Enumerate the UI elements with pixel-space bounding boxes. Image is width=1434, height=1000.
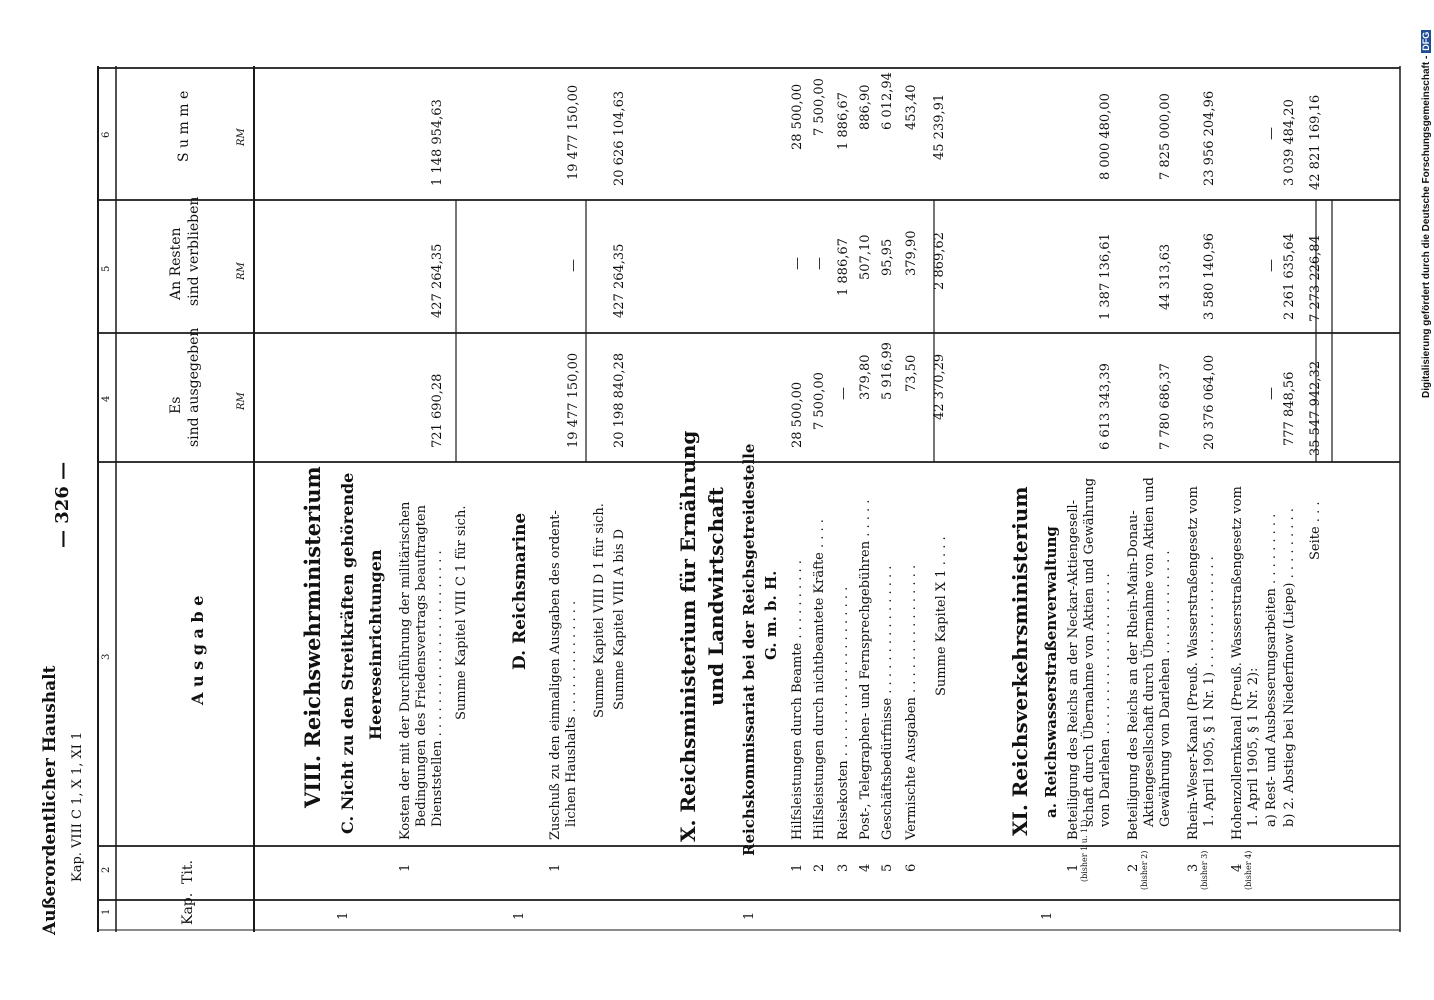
s11-r4-line1: Hohenzollernkanal (Preuß. Wasserstraßengesetz vom xyxy=(1230,486,1245,840)
s11-r4-c6a: — xyxy=(1264,127,1279,140)
document-title-rot: Außerordentlicher Haushalt xyxy=(40,665,60,935)
s10-r2-label: Hilfsleistungen durch nichtbeamtete Kräfte . . . . xyxy=(812,519,827,840)
s8-sum-a-d: Summe Kapitel VIII A bis D xyxy=(612,528,627,710)
s11-r1-prev: (bisher 1 u. 11) xyxy=(1080,819,1089,882)
s11-r2-line1: Beteiligung des Reichs an der Rhein-Main-Donau- xyxy=(1126,510,1141,840)
s11-r1-line3: von Darlehen . . . . . . . . . . . . . . . . . . . . xyxy=(1098,573,1113,827)
s10-sum-c6: 45 239,91 xyxy=(932,93,947,160)
s11-r4-line2: 1. April 1905, § 1 Nr. 2): xyxy=(1246,667,1261,827)
s8-sum-a-d-c4: 20 198 840,28 xyxy=(612,352,627,448)
s10-r1-c4: 28 500,00 xyxy=(790,381,805,448)
s11-r1-line1: Beteiligung des Reichs an der Neckar-Aktiengesell- xyxy=(1066,499,1081,840)
s8-row1-c6: 1 148 954,63 xyxy=(430,99,445,186)
s10-r2-tit: 2 xyxy=(812,863,827,872)
s10-r6-c6: 453,40 xyxy=(904,84,919,130)
s10-r3-c4: — xyxy=(836,387,851,400)
s10-r5-label: Geschäftsbedürfnisse . . . . . . . . . . . . . . . . xyxy=(880,565,895,840)
page-total-c6: 42 821 169,16 xyxy=(1308,94,1323,190)
s10-sum-c5: 2 869,62 xyxy=(932,232,947,290)
s11-title: XI. Reichsverkehrsministerium xyxy=(1008,486,1032,836)
s10-r6-tit: 6 xyxy=(904,863,919,872)
colnum-3: 3 xyxy=(101,653,112,660)
header-verblieben: sind verblieben xyxy=(186,196,202,306)
s10-r3-tit: 3 xyxy=(836,863,851,872)
s11-r2-c6: 7 825 000,00 xyxy=(1158,93,1173,180)
s8-kap: 1 xyxy=(336,911,351,920)
s11-r1-c4: 6 613 343,39 xyxy=(1098,363,1113,450)
s11-r1-tit: 1 xyxy=(1066,863,1081,872)
s10-r3-c6: 1 886,67 xyxy=(836,92,851,150)
s11-r2-line3: Gewährung von Darlehen . . . . . . . . . . . . . xyxy=(1158,550,1173,827)
s8-d-tit: 1 xyxy=(548,863,563,872)
s11-r4-c5: 2 261 635,64 xyxy=(1282,233,1297,320)
s10-r4-label: Post-, Telegraphen- und Fernsprechgebühren . . . . . xyxy=(858,499,873,840)
s11-r3-prev: (bisher 3) xyxy=(1200,850,1209,890)
s10-subtitle2: G. m. b. H. xyxy=(762,570,780,660)
funding-note xyxy=(1418,8,1434,398)
s10-r3-c5: 1 886,67 xyxy=(836,238,851,296)
s11-kap: 1 xyxy=(1040,911,1055,920)
s8-d-c4: 19 477 150,00 xyxy=(566,352,581,448)
s11-r1-c5: 1 387 136,61 xyxy=(1098,233,1113,320)
s11-r4-line4: b) 2. Abstieg bei Niederfinow (Liepe) . . . . . . . . . xyxy=(1282,508,1297,827)
s10-r4-c5: 507,10 xyxy=(858,234,873,280)
s11-r2-line2: Aktiengesellschaft durch Übernahme von Aktien und xyxy=(1142,477,1157,827)
s11-r4-tit: 4 xyxy=(1230,863,1245,872)
s11-r4-prev: (bisher 4) xyxy=(1244,850,1253,890)
s11-r4-c4a: — xyxy=(1264,387,1279,400)
s11-r1-line2: schaft durch Übernahme von Aktien und Gewährung xyxy=(1082,477,1097,827)
s8-sum-d: Summe Kapitel VIII D 1 für sich. xyxy=(592,503,607,718)
s11-r4-c6: 3 039 484,20 xyxy=(1282,99,1297,186)
s10-r1-tit: 1 xyxy=(790,863,805,872)
colnum-6: 6 xyxy=(101,131,112,138)
s11-r4-line3: a) Rest- und Ausbesserungsarbeiten . . . . . . . . . xyxy=(1264,513,1279,827)
dfg-logo: DFG xyxy=(1421,31,1431,51)
header-ausgabe: A u s g a b e xyxy=(188,595,207,705)
s8-sum-a-d-c5: 427 264,35 xyxy=(612,243,627,318)
page-total-c5: 7 273 226,84 xyxy=(1308,235,1323,322)
s8-sum-label: Summe Kapitel VIII C 1 für sich. xyxy=(454,505,469,720)
s11-r3-c6: 23 956 204,96 xyxy=(1202,90,1217,186)
s10-r4-c6: 886,90 xyxy=(858,84,873,130)
s10-r5-c4: 5 916,99 xyxy=(880,342,895,400)
s10-subtitle1: Reichskommissariat bei der Reichsgetreidestelle xyxy=(740,443,758,856)
s8-row1-line1: Kosten der mit der Durchführung der militärischen xyxy=(398,501,413,840)
colnum-2: 2 xyxy=(101,866,112,873)
s10-r2-c6: 7 500,00 xyxy=(812,78,827,136)
s8-row1-c4: 721 690,28 xyxy=(430,373,445,448)
s10-r1-label: Hilfsleistungen durch Beamte . . . . . . . . . . xyxy=(790,560,805,840)
s10-r6-c5: 379,90 xyxy=(904,230,919,276)
s8-d-c6: 19 477 150,00 xyxy=(566,84,581,180)
s8-title: VIII. Reichswehrministerium xyxy=(300,466,325,808)
page-total-c4: 35 547 942,32 xyxy=(1308,360,1323,456)
s11-subtitle: a. Reichswasserstraßenverwaltung xyxy=(1042,526,1060,818)
s11-r2-c4: 7 780 686,37 xyxy=(1158,363,1173,450)
unit-c4: RM xyxy=(236,392,247,410)
colnum-4: 4 xyxy=(101,395,112,402)
colnum-1: 1 xyxy=(101,908,112,915)
s10-r5-c5: 95,95 xyxy=(880,238,895,276)
s8-row1-line2: Bedingungen des Friedensvertrags beauftragten xyxy=(414,505,429,827)
s10-r4-c4: 379,80 xyxy=(858,354,873,400)
s10-title2: und Landwirtschaft xyxy=(704,487,728,706)
s8-row1-c5: 427 264,35 xyxy=(430,243,445,318)
funding-note-text: Digitalisierung gefördert durch die Deutsche Forschungsgemeinschaft - xyxy=(1421,55,1432,398)
s10-sum-c4: 42 370,29 xyxy=(932,353,947,420)
unit-c6: RM xyxy=(236,128,247,146)
s10-kap: 1 xyxy=(742,911,757,920)
s11-r3-line2: 1. April 1905, § 1 Nr. 1) . . . . . . . . . . . . . . xyxy=(1202,556,1217,827)
s8-row1-line3: Dienststellen . . . . . . . . . . . . . . . . . . . . . . . xyxy=(430,550,445,827)
s10-r3-label: Reisekosten . . . . . . . . . . . . . . . . . . . . . xyxy=(836,586,851,840)
s8-d-kap: 1 xyxy=(512,911,527,920)
s11-r3-tit: 3 xyxy=(1186,863,1201,872)
header-tit: Tit. xyxy=(180,860,196,884)
s8-sum-a-d-c6: 20 626 104,63 xyxy=(612,90,627,186)
page-number-rot: — 326 — xyxy=(52,461,73,548)
s10-r4-tit: 4 xyxy=(858,863,873,872)
page-total-label: Seite . . . xyxy=(1308,501,1323,560)
header-kap: Kap. xyxy=(180,892,196,925)
s11-r2-tit: 2 xyxy=(1126,863,1141,872)
s10-sum-label: Summe Kapitel X 1 . . . . xyxy=(934,536,949,696)
s10-r5-tit: 5 xyxy=(880,863,895,872)
header-an-resten: An Resten xyxy=(168,227,184,300)
s11-r2-prev: (bisher 2) xyxy=(1140,850,1149,890)
s10-r1-c5: — xyxy=(790,257,805,270)
chapter-reference-rot: Kap. VIII C 1, X 1, XI 1 xyxy=(70,731,85,882)
header-summe: S u m m e xyxy=(176,90,192,162)
colnum-5: 5 xyxy=(101,265,112,272)
s10-r2-c4: 7 500,00 xyxy=(812,372,827,430)
s8-d-line1: Zuschuß zu den einmaligen Ausgaben des ordent- xyxy=(548,510,563,840)
s10-r6-label: Vermischte Ausgaben . . . . . . . . . . . . . . . . xyxy=(904,564,919,840)
s8-d-line2: lichen Haushalts . . . . . . . . . . . . . . xyxy=(564,600,579,827)
s11-r1-c6: 8 000 480,00 xyxy=(1098,93,1113,180)
s11-r3-c4: 20 376 064,00 xyxy=(1202,354,1217,450)
s8-sub-d: D. Reichsmarine xyxy=(510,512,530,670)
s11-r3-line1: Rhein-Weser-Kanal (Preuß. Wasserstraßengesetz vom xyxy=(1186,486,1201,840)
s8-row1-tit: 1 xyxy=(398,863,413,872)
header-es: Es xyxy=(168,396,184,414)
s11-r4-c4: 777 848,56 xyxy=(1282,371,1297,446)
s8-d-c5: — xyxy=(566,259,581,272)
unit-c5: RM xyxy=(236,262,247,280)
s8-subtitle2: Heereseinrichtungen xyxy=(366,549,385,740)
s11-r2-c5: 44 313,63 xyxy=(1158,243,1173,310)
s10-r6-c4: 73,50 xyxy=(904,354,919,392)
header-ausgegeben: sind ausgegeben xyxy=(186,327,202,447)
s8-subtitle1: C. Nicht zu den Streitkräften gehörende xyxy=(338,472,357,834)
s11-r4-c5a: — xyxy=(1264,259,1279,272)
s10-r5-c6: 6 012,94 xyxy=(880,72,895,130)
s11-r3-c5: 3 580 140,96 xyxy=(1202,233,1217,320)
s10-r2-c5: — xyxy=(812,257,827,270)
s10-title1: X. Reichsministerium für Ernährung xyxy=(676,430,700,842)
s10-r1-c6: 28 500,00 xyxy=(790,83,805,150)
